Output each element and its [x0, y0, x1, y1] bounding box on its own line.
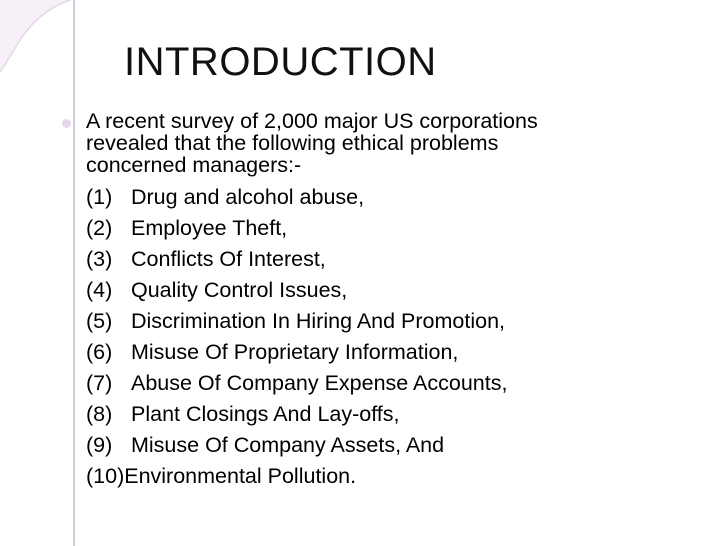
item-text: Drug and alcohol abuse,	[131, 185, 365, 209]
item-number: (5)	[86, 309, 113, 333]
list-item	[86, 244, 706, 275]
intro-line: revealed that the following ethical problems	[86, 131, 499, 155]
bullet-icon	[62, 119, 71, 128]
item-number: (3)	[86, 247, 113, 271]
item-text: Misuse Of Proprietary Information,	[131, 340, 459, 364]
item-text: Discrimination In Hiring And Promotion,	[131, 309, 506, 333]
item-number: (10)	[86, 464, 125, 488]
problem-list	[86, 182, 706, 492]
list-item	[86, 461, 706, 492]
intro-paragraph	[86, 110, 706, 176]
slide-body	[86, 110, 706, 492]
item-number: (8)	[86, 402, 113, 426]
list-item	[86, 213, 706, 244]
item-text: Abuse Of Company Expense Accounts,	[131, 371, 508, 395]
item-text: Conflicts Of Interest,	[131, 247, 326, 271]
item-number: (4)	[86, 278, 113, 302]
slide-title: INTRODUCTION	[124, 40, 437, 84]
item-number: (6)	[86, 340, 113, 364]
list-item	[86, 275, 706, 306]
intro-line: concerned managers:-	[86, 153, 302, 177]
list-item	[86, 368, 706, 399]
item-text: Quality Control Issues,	[131, 278, 348, 302]
list-item	[86, 430, 706, 461]
intro-line: A recent survey of 2,000 major US corporations	[86, 109, 538, 133]
list-item	[86, 399, 706, 430]
item-text: Misuse Of Company Assets, And	[131, 433, 445, 457]
item-text: Environmental Pollution.	[124, 464, 357, 488]
list-item	[86, 337, 706, 368]
item-number: (2)	[86, 216, 113, 240]
item-text: Plant Closings And Lay-offs,	[131, 402, 400, 426]
item-number: (9)	[86, 433, 113, 457]
item-text: Employee Theft,	[131, 216, 288, 240]
list-item	[86, 182, 706, 213]
item-number: (7)	[86, 371, 113, 395]
side-accent-line	[73, 0, 75, 546]
list-item	[86, 306, 706, 337]
item-number: (1)	[86, 185, 113, 209]
